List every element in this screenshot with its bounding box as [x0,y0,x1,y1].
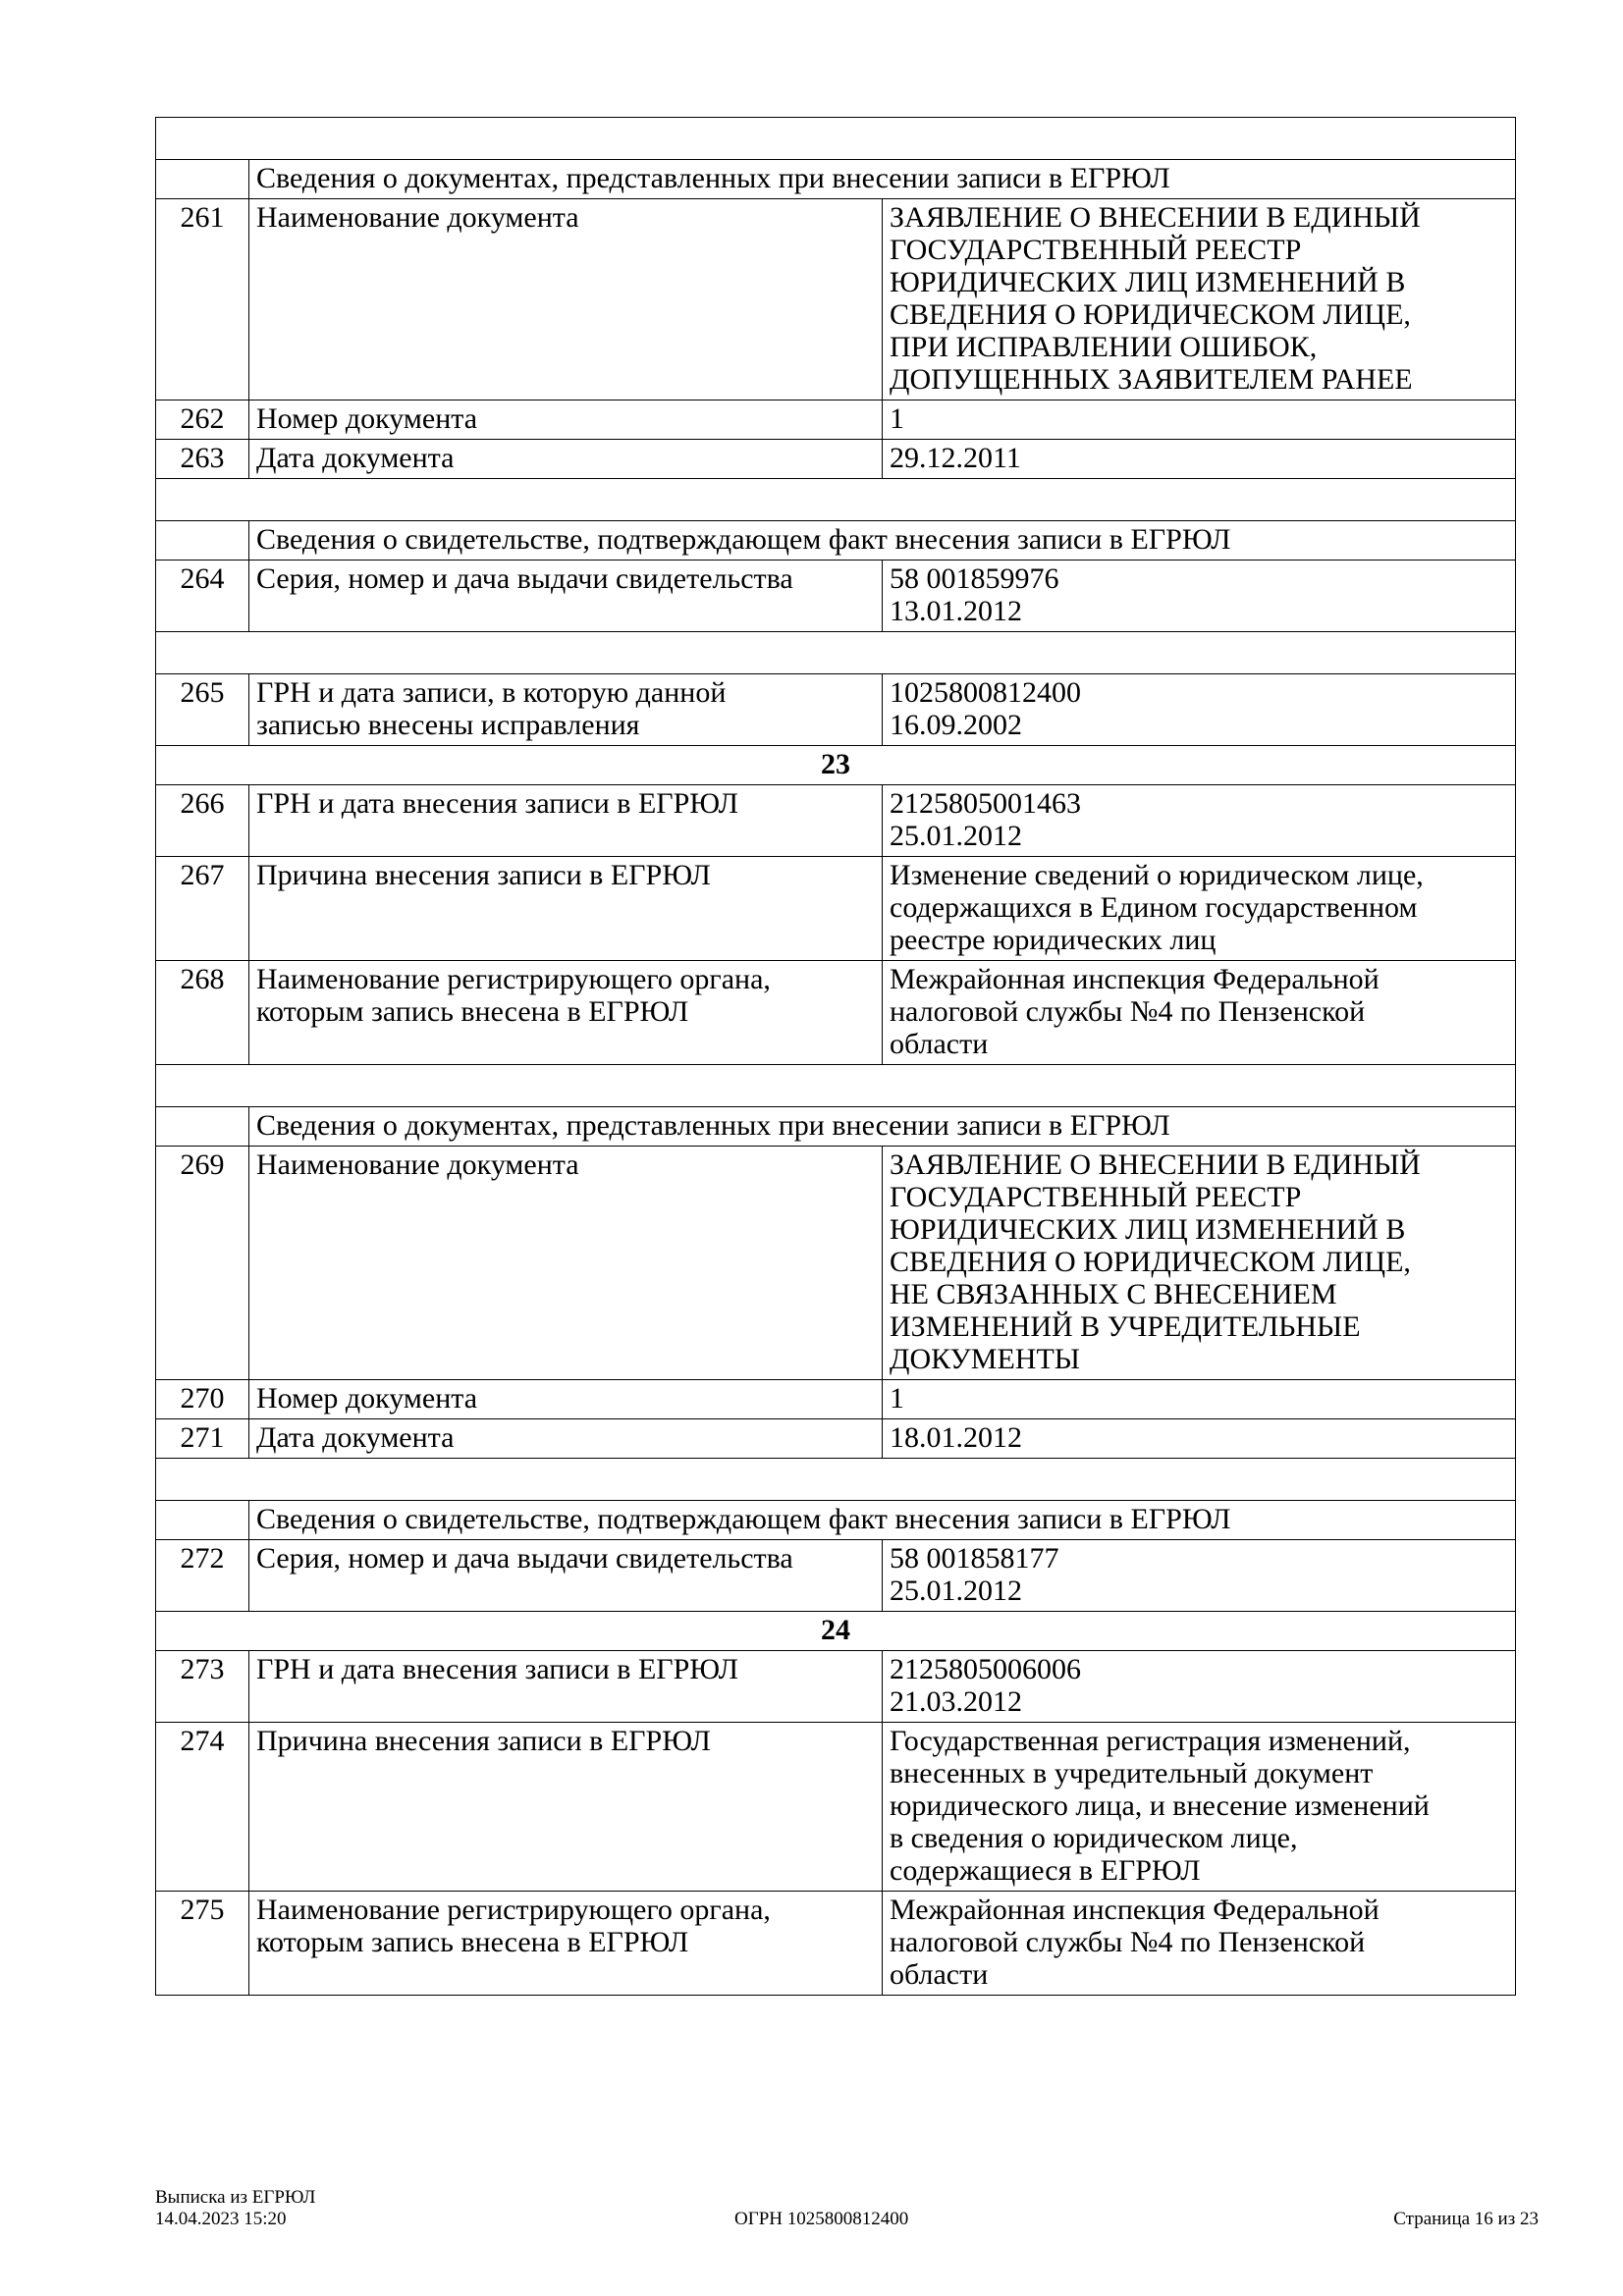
subheader-text: Сведения о свидетельстве, подтверждающем факт внесения записи в ЕГРЮЛ [249,1501,1516,1540]
row-number: 267 [156,857,249,961]
empty-cell [156,1065,1516,1107]
table-row [156,199,1516,400]
row-label: Наименование регистрирующего органа, которым запись внесена в ЕГРЮЛ [249,1892,883,1996]
blank-number-cell [156,160,249,199]
empty-cell [156,1459,1516,1501]
table-row [156,1419,1516,1459]
row-number: 266 [156,785,249,857]
row-number: 263 [156,440,249,479]
row-value: 1 [883,1380,1516,1419]
empty-cell [156,479,1516,521]
row-label: Серия, номер и дача выдачи свидетельства [249,561,883,632]
subheader-row [156,160,1516,199]
row-label: Серия, номер и дача выдачи свидетельства [249,1540,883,1612]
row-label: Наименование документа [249,1147,883,1380]
row-label: Дата документа [249,1419,883,1459]
row-value: 1025800812400 16.09.2002 [883,674,1516,746]
row-value: Межрайонная инспекция Федеральной налоговой службы №4 по Пензенской области [883,1892,1516,1996]
egrul-extract-table [155,117,1516,1996]
section-number: 24 [156,1612,1516,1651]
table-row [156,561,1516,632]
row-label: ГРН и дата записи, в которую данной записью внесены исправления [249,674,883,746]
table-row [156,1147,1516,1380]
row-label: Наименование документа [249,199,883,400]
row-label: Причина внесения записи в ЕГРЮЛ [249,1723,883,1892]
row-number: 268 [156,961,249,1065]
table-row [156,1892,1516,1996]
table-row [156,440,1516,479]
row-value: 2125805001463 25.01.2012 [883,785,1516,857]
row-number: 272 [156,1540,249,1612]
section-number-row [156,1612,1516,1651]
row-value: 18.01.2012 [883,1419,1516,1459]
subheader-text: Сведения о свидетельстве, подтверждающем факт внесения записи в ЕГРЮЛ [249,521,1516,561]
table-body [156,118,1516,1996]
blank-number-cell [156,1501,249,1540]
row-number: 261 [156,199,249,400]
row-label: Номер документа [249,1380,883,1419]
subheader-text: Сведения о документах, представленных при внесении записи в ЕГРЮЛ [249,1107,1516,1147]
footer-page-number: Страница 16 из 23 [1393,2209,1539,2229]
table-row [156,1540,1516,1612]
blank-number-cell [156,521,249,561]
row-number: 273 [156,1651,249,1723]
empty-cell [156,632,1516,674]
table-row [156,1380,1516,1419]
row-value: Государственная регистрация изменений, внесенных в учредительный документ юридического лица, и внесение изменений в сведения о юридическом лице, содержащиеся в ЕГРЮЛ [883,1723,1516,1892]
subheader-row [156,1501,1516,1540]
table-row [156,961,1516,1065]
row-value: ЗАЯВЛЕНИЕ О ВНЕСЕНИИ В ЕДИНЫЙ ГОСУДАРСТВЕННЫЙ РЕЕСТР ЮРИДИЧЕСКИХ ЛИЦ ИЗМЕНЕНИЙ В СВЕДЕНИЯ О ЮРИДИЧЕСКОМ ЛИЦЕ, ПРИ ИСПРАВЛЕНИИ ОШИБОК, ДОПУЩЕННЫХ ЗАЯВИТЕЛЕМ РАНЕЕ [883,199,1516,400]
row-number: 269 [156,1147,249,1380]
row-label: Дата документа [249,440,883,479]
row-label: Наименование регистрирующего органа, которым запись внесена в ЕГРЮЛ [249,961,883,1065]
row-value: Межрайонная инспекция Федеральной налоговой службы №4 по Пензенской области [883,961,1516,1065]
empty-cell [156,118,1516,160]
table-row [156,785,1516,857]
table-row [156,674,1516,746]
section-number-row [156,746,1516,785]
subheader-row [156,1107,1516,1147]
row-label: ГРН и дата внесения записи в ЕГРЮЛ [249,785,883,857]
row-value: 58 001859976 13.01.2012 [883,561,1516,632]
footer-doc-title: Выписка из ЕГРЮЛ [155,2187,316,2208]
footer-datetime: 14.04.2023 15:20 [155,2209,287,2229]
row-value: 58 001858177 25.01.2012 [883,1540,1516,1612]
empty-separator-row [156,1065,1516,1107]
row-number: 264 [156,561,249,632]
row-label: ГРН и дата внесения записи в ЕГРЮЛ [249,1651,883,1723]
row-value: 29.12.2011 [883,440,1516,479]
row-value: ЗАЯВЛЕНИЕ О ВНЕСЕНИИ В ЕДИНЫЙ ГОСУДАРСТВЕННЫЙ РЕЕСТР ЮРИДИЧЕСКИХ ЛИЦ ИЗМЕНЕНИЙ В СВЕДЕНИЯ О ЮРИДИЧЕСКОМ ЛИЦЕ, НЕ СВЯЗАННЫХ С ВНЕСЕНИЕМ ИЗМЕНЕНИЙ В УЧРЕДИТЕЛЬНЫЕ ДОКУМЕНТЫ [883,1147,1516,1380]
empty-separator-row [156,632,1516,674]
row-value: Изменение сведений о юридическом лице, содержащихся в Едином государственном реестре юридических лиц [883,857,1516,961]
row-number: 271 [156,1419,249,1459]
empty-separator-row [156,118,1516,160]
blank-number-cell [156,1107,249,1147]
row-number: 274 [156,1723,249,1892]
footer-left [155,2187,315,2230]
row-value: 2125805006006 21.03.2012 [883,1651,1516,1723]
row-number: 265 [156,674,249,746]
subheader-row [156,521,1516,561]
section-number: 23 [156,746,1516,785]
row-label: Причина внесения записи в ЕГРЮЛ [249,857,883,961]
table-row [156,1723,1516,1892]
table-row [156,1651,1516,1723]
table-row [156,400,1516,440]
empty-separator-row [156,1459,1516,1501]
footer-ogrn: ОГРН 1025800812400 [734,2209,909,2229]
row-number: 270 [156,1380,249,1419]
empty-separator-row [156,479,1516,521]
row-number: 262 [156,400,249,440]
row-value: 1 [883,400,1516,440]
row-label: Номер документа [249,400,883,440]
table-row [156,857,1516,961]
subheader-text: Сведения о документах, представленных при внесении записи в ЕГРЮЛ [249,160,1516,199]
row-number: 275 [156,1892,249,1996]
